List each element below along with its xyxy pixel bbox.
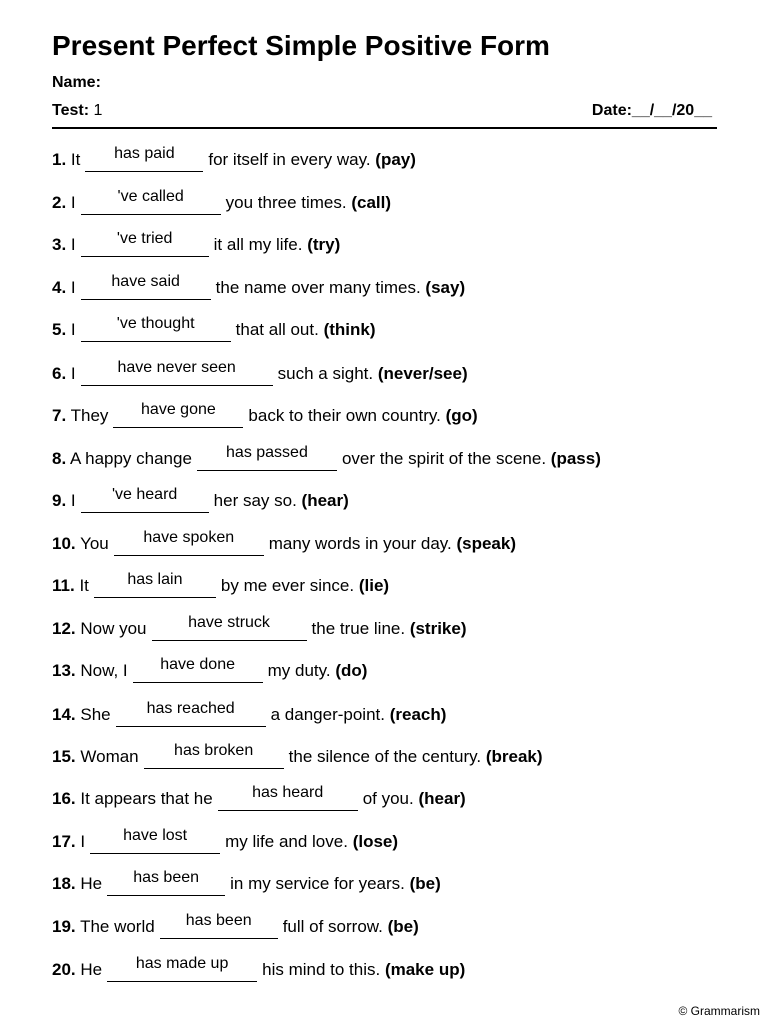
question-text-after: you three times. [225,193,347,212]
question-number: 9. [52,491,67,510]
verb-hint: (go) [445,406,478,425]
question-text-before: They [70,406,109,425]
answer-blank [107,955,257,982]
verb-hint: (break) [485,747,543,766]
question-text-before: I [70,278,76,297]
answer-text: have struck [188,614,270,631]
answer-text: have spoken [143,529,235,546]
verb-hint: (speak) [456,534,516,553]
question-item [52,403,478,429]
question-number: 13. [52,661,76,680]
question-number: 19. [52,917,76,936]
question-text-after: over the spirit of the scene. [341,449,547,468]
question-number: 7. [52,406,67,425]
answer-text: have lost [123,827,188,844]
question-item [52,658,367,684]
answer-text: has heard [252,784,324,801]
question-text-after: her say so. [213,491,297,510]
verb-hint: (be) [409,874,441,893]
verb-hint: (lose) [352,832,399,851]
test-label: Test: [52,102,90,119]
question-text-before: Woman [80,747,139,766]
question-text-before: It appears that he [80,789,213,808]
question-text-before: I [70,193,76,212]
verb-hint: (pay) [375,150,416,169]
question-text-before: I [70,235,76,254]
question-number: 8. [52,449,67,468]
verb-hint: (make up) [384,960,466,979]
question-text-after: it all my life. [213,235,303,254]
question-number: 5. [52,320,67,339]
question-number: 12. [52,619,76,638]
question-text-after: the silence of the century. [288,747,482,766]
question-text-before: She [80,705,111,724]
question-text-before: I [70,491,76,510]
question-item [52,317,376,343]
answer-blank [133,656,263,683]
question-number: 6. [52,364,67,383]
question-text-after: his mind to this. [262,960,381,979]
answer-text: 've tried [116,230,173,247]
question-number: 1. [52,150,67,169]
answer-text: has reached [146,700,235,717]
question-text-before: It [70,150,81,169]
question-text-before: He [80,874,103,893]
copyright-footer: © Grammarism [678,1004,760,1018]
answer-blank [107,869,225,896]
verb-hint: (never/see) [377,364,468,383]
answer-blank [81,230,209,257]
question-item [52,232,340,258]
page-title: Present Perfect Simple Positive Form [52,30,550,61]
question-text-before: The world [80,917,155,936]
question-text-after: the name over many times. [215,278,421,297]
name-label: Name: [52,74,101,91]
question-number: 14. [52,705,76,724]
question-text-after: full of sorrow. [282,917,383,936]
verb-hint: (lie) [358,576,390,595]
verb-hint: (be) [387,917,419,936]
question-text-before: He [80,960,103,979]
question-item [52,786,466,812]
verb-hint: (reach) [389,705,447,724]
answer-blank [116,700,266,727]
question-number: 3. [52,235,67,254]
question-number: 10. [52,534,76,553]
answer-blank [160,912,278,939]
question-number: 18. [52,874,76,893]
question-number: 17. [52,832,76,851]
question-number: 20. [52,960,76,979]
answer-text: 've heard [111,486,178,503]
question-item [52,488,349,514]
answer-blank [152,614,307,641]
answer-text: have done [160,656,235,673]
answer-blank [94,571,216,598]
question-text-before: I [80,832,86,851]
answer-text: has paid [114,145,175,162]
question-text-after: that all out. [235,320,319,339]
question-item [52,829,398,855]
question-text-after: the true line. [311,619,406,638]
question-text-before: It [79,576,89,595]
verb-hint: (hear) [418,789,466,808]
question-text-before: I [70,364,76,383]
verb-hint: (strike) [409,619,467,638]
answer-blank [85,145,203,172]
test-line [52,102,102,120]
answer-blank [197,444,337,471]
question-text-after: by me ever since. [220,576,355,595]
question-text-after: back to their own country. [248,406,441,425]
verb-hint: (try) [307,235,341,254]
question-item [52,446,601,472]
question-item [52,573,389,599]
verb-hint: (say) [425,278,466,297]
header-divider [52,127,717,129]
question-item [52,914,419,940]
question-text-before: Now, I [80,661,128,680]
verb-hint: (call) [351,193,392,212]
question-number: 2. [52,193,67,212]
question-item [52,275,465,301]
answer-blank [81,359,273,386]
answer-blank [218,784,358,811]
answer-text: has been [133,869,200,886]
question-item [52,147,416,173]
verb-hint: (do) [335,661,368,680]
question-number: 11. [52,576,75,595]
answer-text: has lain [127,571,183,588]
answer-text: have gone [141,401,216,418]
answer-blank [81,315,231,342]
question-number: 15. [52,747,76,766]
answer-text: 've thought [116,315,195,332]
question-item [52,531,516,557]
question-number: 16. [52,789,76,808]
answer-text: has broken [174,742,254,759]
question-text-after: for itself in every way. [208,150,371,169]
question-item [52,702,446,728]
answer-text: has made up [135,955,229,972]
answer-text: have said [111,273,180,290]
question-text-after: my duty. [267,661,331,680]
answer-text: has passed [226,444,308,461]
question-item [52,190,391,216]
date-label: Date:__/__/20__ [591,102,712,119]
question-item [52,361,468,387]
question-text-before: A happy change [69,449,192,468]
verb-hint: (hear) [301,491,349,510]
question-item [52,871,441,897]
answer-blank [113,401,243,428]
answer-blank [90,827,220,854]
answer-blank [81,273,211,300]
question-text-after: in my service for years. [230,874,405,893]
answer-text: have never seen [117,359,236,376]
question-text-after: of you. [362,789,414,808]
answer-text: 've called [117,188,184,205]
test-value: 1 [93,102,103,119]
question-item [52,744,543,770]
question-text-after: many words in your day. [268,534,452,553]
question-item [52,957,465,983]
answer-blank [144,742,284,769]
answer-blank [81,188,221,215]
question-text-after: a danger-point. [270,705,385,724]
question-item [52,616,467,642]
question-text-before: You [80,534,109,553]
answer-blank [114,529,264,556]
question-text-before: Now you [80,619,147,638]
answer-blank [81,486,209,513]
question-text-after: such a sight. [277,364,374,383]
verb-hint: (pass) [550,449,601,468]
question-number: 4. [52,278,67,297]
question-text-after: my life and love. [225,832,348,851]
verb-hint: (think) [323,320,376,339]
question-text-before: I [70,320,76,339]
answer-text: has been [185,912,252,929]
